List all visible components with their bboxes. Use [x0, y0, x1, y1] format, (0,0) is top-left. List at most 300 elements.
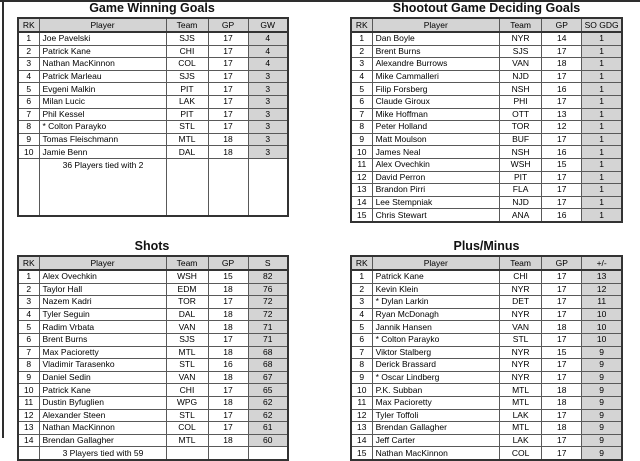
team-cell: MTL [500, 384, 542, 397]
table-row [18, 83, 288, 96]
rank-cell: 1 [18, 32, 39, 45]
player-cell: Kevin Klein [372, 283, 499, 296]
stat-cell: 3 [248, 83, 288, 96]
rank-cell: 8 [18, 121, 39, 134]
games-played-cell: 17 [542, 184, 582, 197]
games-played-cell: 16 [208, 359, 248, 372]
table-row [18, 396, 288, 409]
games-played-cell: 12 [542, 121, 582, 134]
rank-cell: 5 [351, 83, 372, 96]
team-cell: STL [166, 121, 208, 134]
player-cell: Mike Hoffman [372, 108, 499, 121]
rank-cell: 4 [18, 70, 39, 83]
table-title: Shots [134, 239, 170, 253]
col-header-team: Team [500, 256, 542, 270]
stat-cell: 67 [248, 371, 288, 384]
stat-cell: 9 [582, 359, 622, 372]
player-cell: Alexandre Burrows [372, 58, 499, 71]
games-played-cell: 17 [208, 384, 248, 397]
rank-cell: 6 [351, 333, 372, 346]
games-played-cell: 17 [208, 409, 248, 422]
table-row [351, 58, 622, 71]
player-cell: Nathan MacKinnon [39, 58, 166, 71]
col-header-gp: GP [542, 18, 582, 32]
rank-cell: 13 [18, 422, 39, 435]
games-played-cell: 17 [542, 409, 582, 422]
tied-players-note: 36 Players tied with 2 [39, 158, 166, 216]
rank-cell: 6 [18, 333, 39, 346]
stat-cell: 9 [582, 447, 622, 460]
table-row [18, 422, 288, 435]
rank-cell: 2 [18, 45, 39, 58]
stat-cell: 1 [582, 70, 622, 83]
stat-cell: 9 [582, 384, 622, 397]
team-cell: SJS [166, 70, 208, 83]
header-row [18, 18, 288, 32]
player-cell: * Colton Parayko [372, 333, 499, 346]
col-header-player: Player [39, 256, 166, 270]
stat-cell: 71 [248, 333, 288, 346]
stat-cell: 1 [582, 32, 622, 45]
stat-cell: 72 [248, 296, 288, 309]
team-cell: PIT [166, 83, 208, 96]
rank-cell: 14 [18, 434, 39, 447]
team-cell: SJS [500, 45, 542, 58]
table-row [18, 333, 288, 346]
team-cell: PHI [500, 95, 542, 108]
team-cell: NSH [500, 83, 542, 96]
section-shots [17, 240, 287, 461]
team-cell: PIT [166, 108, 208, 121]
player-cell: David Perron [372, 171, 499, 184]
stat-cell: 3 [248, 121, 288, 134]
games-played-cell: 18 [208, 146, 248, 159]
team-cell: NYR [500, 346, 542, 359]
table-row [351, 146, 622, 159]
col-header-stat: GW [248, 18, 288, 32]
team-cell: DAL [166, 146, 208, 159]
table-row [351, 209, 622, 222]
table-row [351, 409, 622, 422]
games-played-cell [208, 158, 248, 216]
games-played-cell: 15 [542, 346, 582, 359]
stat-cell: 9 [582, 409, 622, 422]
stat-cell: 1 [582, 133, 622, 146]
rank-cell: 7 [351, 108, 372, 121]
games-played-cell: 15 [542, 158, 582, 171]
games-played-cell: 17 [542, 171, 582, 184]
stat-cell: 1 [582, 209, 622, 222]
table-row [18, 359, 288, 372]
stat-cell: 65 [248, 384, 288, 397]
stat-cell: 1 [582, 108, 622, 121]
games-played-cell: 17 [208, 45, 248, 58]
team-cell: CHI [500, 270, 542, 283]
games-played-cell: 16 [542, 83, 582, 96]
games-played-cell: 18 [208, 308, 248, 321]
player-cell: * Dylan Larkin [372, 296, 499, 309]
table-row [18, 45, 288, 58]
team-cell: STL [166, 409, 208, 422]
rank-cell [18, 158, 39, 216]
team-cell: WSH [500, 158, 542, 171]
games-played-cell: 17 [542, 447, 582, 460]
games-played-cell: 17 [542, 45, 582, 58]
team-cell: COL [166, 58, 208, 71]
stat-cell: 3 [248, 95, 288, 108]
stat-cell: 9 [582, 422, 622, 435]
games-played-cell: 17 [208, 121, 248, 134]
table-body [18, 270, 288, 460]
player-cell: James Neal [372, 146, 499, 159]
table-row [351, 384, 622, 397]
games-played-cell: 15 [208, 270, 248, 283]
rank-cell: 3 [18, 296, 39, 309]
table-row [18, 409, 288, 422]
table-row [351, 296, 622, 309]
rank-cell: 2 [351, 45, 372, 58]
stat-cell: 68 [248, 346, 288, 359]
col-header-stat: +/- [582, 256, 622, 270]
team-cell: VAN [166, 371, 208, 384]
team-cell: SJS [166, 333, 208, 346]
games-played-cell: 18 [208, 434, 248, 447]
stat-cell: 60 [248, 434, 288, 447]
col-header-player: Player [39, 18, 166, 32]
table-row [18, 296, 288, 309]
games-played-cell: 16 [542, 209, 582, 222]
team-cell: NSH [500, 146, 542, 159]
team-cell: COL [500, 447, 542, 460]
games-played-cell: 17 [542, 308, 582, 321]
table-row [351, 422, 622, 435]
rank-cell: 3 [351, 58, 372, 71]
team-cell: BUF [500, 133, 542, 146]
table-row [18, 321, 288, 334]
player-cell: Max Pacioretty [39, 346, 166, 359]
stat-cell: 1 [582, 171, 622, 184]
rank-cell: 1 [351, 270, 372, 283]
plus-minus-table [350, 255, 623, 461]
rank-cell: 8 [18, 359, 39, 372]
player-cell: Taylor Hall [39, 283, 166, 296]
table-row [351, 333, 622, 346]
table-body [351, 270, 622, 460]
team-cell: NJD [500, 70, 542, 83]
table-row [18, 70, 288, 83]
rank-cell: 6 [18, 95, 39, 108]
rank-cell: 8 [351, 359, 372, 372]
player-cell: Alexander Steen [39, 409, 166, 422]
table-row [351, 32, 622, 45]
rank-cell: 14 [351, 434, 372, 447]
stat-cell: 1 [582, 95, 622, 108]
player-cell: Jeff Carter [372, 434, 499, 447]
stat-cell: 4 [248, 45, 288, 58]
player-cell: Nathan MacKinnon [372, 447, 499, 460]
section-plus-minus [350, 240, 623, 461]
team-cell: NYR [500, 32, 542, 45]
stat-cell: 9 [582, 434, 622, 447]
rank-cell: 4 [351, 308, 372, 321]
player-cell: Brent Burns [372, 45, 499, 58]
team-cell: TOR [166, 296, 208, 309]
rank-cell: 7 [18, 346, 39, 359]
col-header-gp: GP [542, 256, 582, 270]
team-cell: STL [500, 333, 542, 346]
rank-cell: 2 [18, 283, 39, 296]
games-played-cell: 17 [542, 270, 582, 283]
rank-cell: 9 [18, 133, 39, 146]
table-row [351, 308, 622, 321]
rank-cell: 5 [18, 83, 39, 96]
player-cell: Brandon Pirri [372, 184, 499, 197]
col-header-stat: S [248, 256, 288, 270]
games-played-cell: 18 [542, 422, 582, 435]
player-cell: Daniel Sedin [39, 371, 166, 384]
team-cell: CHI [166, 45, 208, 58]
table-row [18, 146, 288, 159]
player-cell: Tomas Fleischmann [39, 133, 166, 146]
player-cell: P.K. Subban [372, 384, 499, 397]
team-cell: DAL [166, 308, 208, 321]
col-header-team: Team [166, 18, 208, 32]
player-cell: Phil Kessel [39, 108, 166, 121]
stat-cell: 1 [582, 196, 622, 209]
team-cell: ANA [500, 209, 542, 222]
stat-cell: 62 [248, 409, 288, 422]
table-row [351, 95, 622, 108]
player-cell: Evgeni Malkin [39, 83, 166, 96]
games-played-cell: 17 [542, 95, 582, 108]
games-played-cell: 17 [208, 70, 248, 83]
rank-cell: 11 [351, 158, 372, 171]
table-row [18, 308, 288, 321]
team-cell: WSH [166, 270, 208, 283]
team-cell: NYR [500, 308, 542, 321]
team-cell: TOR [500, 121, 542, 134]
player-cell: Dustin Byfuglien [39, 396, 166, 409]
stat-cell: 1 [582, 184, 622, 197]
table-row [18, 95, 288, 108]
col-header-stat: SO GDG [582, 18, 622, 32]
stat-cell: 4 [248, 32, 288, 45]
col-header-rk: RK [18, 18, 39, 32]
games-played-cell: 17 [208, 32, 248, 45]
stat-cell [248, 447, 288, 460]
stat-cell: 76 [248, 283, 288, 296]
table-row [18, 283, 288, 296]
team-cell: FLA [500, 184, 542, 197]
col-header-team: Team [500, 18, 542, 32]
team-cell: MTL [166, 133, 208, 146]
player-cell: Ryan McDonagh [372, 308, 499, 321]
team-cell: LAK [500, 434, 542, 447]
rank-cell: 6 [351, 95, 372, 108]
team-cell: MTL [166, 346, 208, 359]
player-cell: Tyler Toffoli [372, 409, 499, 422]
tied-players-note: 3 Players tied with 59 [39, 447, 166, 460]
player-cell: Brendan Gallagher [372, 422, 499, 435]
stat-cell [248, 158, 288, 216]
table-row [18, 346, 288, 359]
col-header-rk: RK [351, 18, 372, 32]
col-header-rk: RK [18, 256, 39, 270]
table-row [351, 121, 622, 134]
player-cell: Jamie Benn [39, 146, 166, 159]
rank-cell: 15 [351, 209, 372, 222]
table-title: Shootout Game Deciding Goals [392, 1, 581, 15]
rank-cell: 9 [351, 371, 372, 384]
rank-cell: 5 [351, 321, 372, 334]
table-row [351, 83, 622, 96]
games-played-cell: 18 [542, 58, 582, 71]
games-played-cell: 13 [542, 108, 582, 121]
team-cell: NYR [500, 359, 542, 372]
team-cell: MTL [500, 422, 542, 435]
team-cell [166, 158, 208, 216]
shots-table [17, 255, 289, 461]
player-cell: Joe Pavelski [39, 32, 166, 45]
team-cell: WPG [166, 396, 208, 409]
section-game-winning-goals [17, 2, 287, 217]
team-cell: LAK [166, 95, 208, 108]
table-row [351, 270, 622, 283]
table-row [351, 447, 622, 460]
stat-cell: 13 [582, 270, 622, 283]
games-played-cell [208, 447, 248, 460]
stat-cell: 3 [248, 133, 288, 146]
header-row [351, 256, 622, 270]
games-played-cell: 17 [542, 371, 582, 384]
table-row [351, 434, 622, 447]
rank-cell: 4 [18, 308, 39, 321]
stat-cell: 9 [582, 396, 622, 409]
rank-cell: 3 [18, 58, 39, 71]
rank-cell: 10 [351, 146, 372, 159]
section-shootout-game-deciding-goals [350, 2, 623, 223]
player-cell: Patrick Kane [39, 384, 166, 397]
team-cell: PIT [500, 171, 542, 184]
stat-cell: 1 [582, 158, 622, 171]
col-header-player: Player [372, 256, 499, 270]
rank-cell: 13 [351, 184, 372, 197]
player-cell: Milan Lucic [39, 95, 166, 108]
table-row [351, 321, 622, 334]
stat-cell: 72 [248, 308, 288, 321]
team-cell: NYR [500, 283, 542, 296]
games-played-cell: 18 [208, 346, 248, 359]
games-played-cell: 17 [542, 283, 582, 296]
table-row [18, 270, 288, 283]
table-row [18, 434, 288, 447]
stat-cell: 1 [582, 45, 622, 58]
game-winning-goals-table [17, 17, 289, 217]
player-cell: Max Pacioretty [372, 396, 499, 409]
team-cell: CHI [166, 384, 208, 397]
player-cell: Alex Ovechkin [39, 270, 166, 283]
games-played-cell: 18 [208, 283, 248, 296]
table-row [18, 32, 288, 45]
table-row [18, 108, 288, 121]
rank-cell: 1 [351, 32, 372, 45]
games-played-cell: 18 [208, 371, 248, 384]
table-row [351, 108, 622, 121]
rank-cell: 12 [351, 171, 372, 184]
rank-cell: 10 [18, 384, 39, 397]
team-cell: EDM [166, 283, 208, 296]
games-played-cell: 16 [542, 146, 582, 159]
rank-cell: 15 [351, 447, 372, 460]
stat-cell: 1 [582, 83, 622, 96]
games-played-cell: 14 [542, 32, 582, 45]
stat-cell: 1 [582, 146, 622, 159]
player-cell: Lee Stempniak [372, 196, 499, 209]
rank-cell: 10 [351, 384, 372, 397]
table-row [351, 359, 622, 372]
rank-cell: 4 [351, 70, 372, 83]
table-row [351, 184, 622, 197]
player-cell: * Oscar Lindberg [372, 371, 499, 384]
tied-players-footer-row [18, 447, 288, 460]
player-cell: Matt Moulson [372, 133, 499, 146]
games-played-cell: 17 [208, 83, 248, 96]
player-cell: Chris Stewart [372, 209, 499, 222]
table-row [18, 371, 288, 384]
stat-cell: 62 [248, 396, 288, 409]
games-played-cell: 17 [208, 108, 248, 121]
games-played-cell: 17 [208, 422, 248, 435]
player-cell: Nathan MacKinnon [39, 422, 166, 435]
player-cell: Patrick Marleau [39, 70, 166, 83]
games-played-cell: 18 [542, 396, 582, 409]
games-played-cell: 17 [208, 58, 248, 71]
table-title: Game Winning Goals [89, 1, 215, 15]
col-header-rk: RK [351, 256, 372, 270]
games-played-cell: 17 [542, 434, 582, 447]
rank-cell: 11 [18, 396, 39, 409]
table-row [351, 283, 622, 296]
player-cell: Viktor Stalberg [372, 346, 499, 359]
rank-cell: 12 [18, 409, 39, 422]
rank-cell: 9 [351, 133, 372, 146]
table-title: Plus/Minus [453, 239, 520, 253]
rank-cell: 7 [18, 108, 39, 121]
stat-cell: 3 [248, 70, 288, 83]
stat-cell: 12 [582, 283, 622, 296]
table-row [18, 384, 288, 397]
table-row [351, 158, 622, 171]
games-played-cell: 18 [542, 321, 582, 334]
table-row [18, 58, 288, 71]
col-header-team: Team [166, 256, 208, 270]
col-header-gp: GP [208, 256, 248, 270]
col-header-gp: GP [208, 18, 248, 32]
rank-cell: 10 [18, 146, 39, 159]
table-row [351, 171, 622, 184]
games-played-cell: 18 [208, 396, 248, 409]
header-row [351, 18, 622, 32]
rank-cell: 14 [351, 196, 372, 209]
team-cell: SJS [166, 32, 208, 45]
stat-cell: 4 [248, 58, 288, 71]
stat-cell: 9 [582, 371, 622, 384]
col-header-player: Player [372, 18, 499, 32]
stat-cell: 3 [248, 146, 288, 159]
stat-cell: 3 [248, 108, 288, 121]
stat-cell: 1 [582, 58, 622, 71]
table-row [351, 196, 622, 209]
